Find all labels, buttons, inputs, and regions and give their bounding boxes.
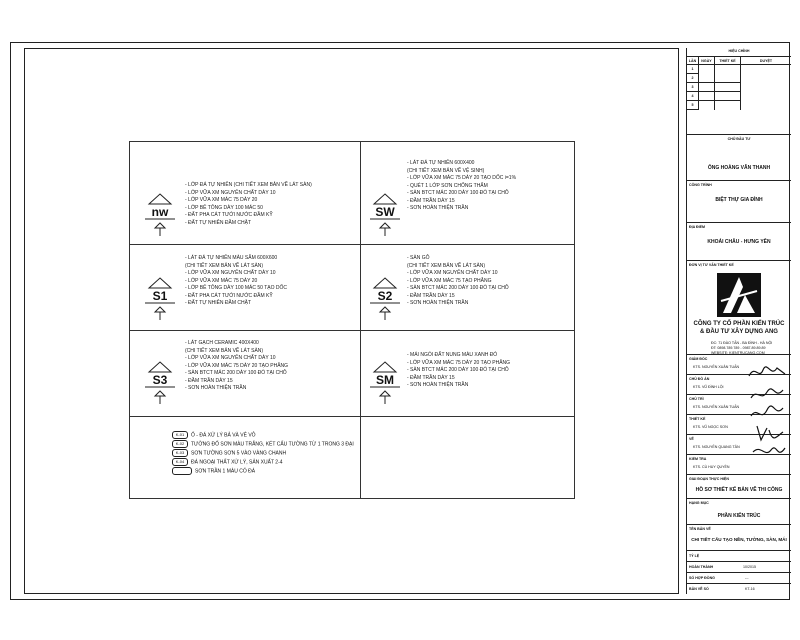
spec-line: - ĐẤT PHA CÁT TƯỚI NƯỚC ĐẦM KỸ — [185, 212, 273, 218]
rev-row-line — [699, 92, 741, 101]
company-name-1: CÔNG TY CỔ PHẦN KIẾN TRÚC — [693, 321, 785, 327]
rev-col-header: DUYỆT — [741, 56, 791, 65]
spec-line: - SƠN HOÀN THIỆN TRẦN — [407, 382, 469, 388]
spec-line: - LỚP VỮA XM NGUYÊN CHẤT DÀY 10 — [185, 270, 276, 276]
title-block — [686, 48, 790, 594]
company-name-2: & ĐẦU TƯ XÂY DỰNG ANG — [700, 329, 778, 335]
company-logo — [717, 273, 761, 317]
spec-line: - LÁT ĐÁ TỰ NHIÊN MÀU SẪM 600X600 — [185, 255, 278, 261]
rev-row-number: 1 — [687, 65, 699, 74]
spec-line: - LỚP VỮA XM NGUYÊN CHẤT DÀY 10 — [407, 270, 498, 276]
spec-line: - SÀN BTCT MÁC 200 DÀY 100 ĐỔ TẠI CHỖ — [407, 190, 509, 196]
spec-text-s3 — [185, 340, 288, 393]
location-name: KHOÁI CHÂU - HƯNG YÊN — [707, 239, 771, 245]
legend-item — [172, 449, 286, 457]
grid-divider-1 — [130, 244, 574, 245]
grid-divider-3 — [130, 416, 574, 417]
meta-value: --- — [745, 576, 749, 580]
legend-item — [172, 467, 255, 475]
legend-key — [172, 467, 192, 475]
spec-line: - LỚP BÊ TÔNG DÀY 100 MÁC 50 — [185, 204, 263, 211]
legend-item — [172, 440, 354, 448]
role-name: KTS. NGUYỄN QUANG TÂN — [693, 445, 740, 449]
section-code: SW — [375, 205, 395, 219]
spec-line: - MÁI NGÓI ĐẤT NUNG MÀU XANH ĐỎ — [407, 352, 498, 358]
company-info: WEBSITE: KIENTRUCANG.COM — [711, 351, 765, 355]
spec-text-sm — [407, 352, 510, 390]
role-label: CHỦ TRÌ — [689, 397, 704, 401]
rev-row-number: 3 — [687, 83, 699, 92]
meta-label: TỶ LỆ — [689, 554, 700, 558]
role-label: KIỂM TRA — [689, 457, 707, 461]
legend-text: SƠN TRẦN 1 MÀU CÓ ĐÁ — [195, 468, 256, 475]
meta-label: SỐ HỢP ĐỒNG — [689, 576, 715, 580]
spec-line: (CHI TIẾT XEM BẢN VẼ LÁT SÀN) — [185, 347, 264, 354]
phase-name: HỒ SƠ THIẾT KẾ BẢN VẼ THI CÔNG — [695, 487, 783, 493]
grid-divider-vertical — [360, 142, 361, 498]
drawing-name: CHI TIẾT CẤU TẠO NỀN, TƯỜNG, SÀN, MÁI — [691, 537, 787, 542]
spec-line: - SƠN HOÀN THIỆN TRẦN — [407, 205, 469, 211]
section-symbol-nw — [143, 192, 177, 236]
owner-section — [687, 134, 791, 178]
section-code: S1 — [152, 289, 168, 303]
legend-text: Ố - ĐÁ XỬ LÝ BẢ VÀ VẺ VÔ — [191, 432, 256, 439]
meta-value: 10/2015 — [743, 565, 756, 569]
meta-row — [687, 572, 791, 583]
grid-divider-2 — [130, 330, 574, 331]
signatures-graphic — [747, 360, 787, 472]
owner-name: ÔNG HOÀNG VĂN THANH — [707, 165, 771, 171]
spec-line: - ĐẤT TỰ NHIÊN ĐẦM CHẶT — [185, 219, 252, 226]
legend-text: SƠN TƯỜNG SƠN 5 VÀO VÀNG CHANH — [191, 450, 287, 457]
meta-label: BẢN VẼ SỐ — [689, 587, 709, 591]
spec-text-sw — [407, 160, 516, 213]
rev-col-header: THIẾT KẾ — [715, 56, 741, 65]
legend-text: ĐÁ NGOẠI THẤT XỬ LÝ, SẢN XUẤT 2-4 — [191, 459, 283, 466]
role-label: THIẾT KẾ — [689, 417, 706, 421]
project-section — [687, 180, 791, 220]
rev-row-number: 2 — [687, 74, 699, 83]
spec-line: (CHI TIẾT XEM BẢN VẼ LÁT SÀN) — [407, 262, 486, 269]
legend-item — [172, 458, 283, 466]
revision-header: HIỆU CHỈNH — [728, 49, 750, 53]
spec-line: - LỚP VỮA XM NGUYÊN CHẤT DÀY 10 — [185, 189, 276, 196]
role-label: CHỦ ĐỒ ÁN — [689, 377, 710, 381]
spec-line: - LÁT ĐÁ TỰ NHIÊN 600X400 — [407, 160, 475, 166]
section-code: S3 — [152, 373, 168, 387]
section-symbol-sw — [368, 192, 402, 236]
legend-text: TƯỜNG ĐỐ SƠN MÀU TRẮNG, KÉT CẤU TƯỜNG TỪ 1 TRONG 3 ĐẠI — [191, 441, 354, 448]
spec-line: - ĐẦM TRẦN DÀY 15 — [185, 377, 233, 384]
spec-line: - LỚP ĐÁ TỰ NHIÊN (CHI TIẾT XEM BẢN VẼ LÁT SÀN) — [185, 182, 312, 188]
section-code: S2 — [377, 289, 393, 303]
spec-line: - LỚP VỮA XM NGUYÊN CHẤT DÀY 10 — [185, 355, 276, 361]
role-label: VẼ — [689, 437, 694, 441]
spec-line: - SÀN BTCT MÁC 200 DÀY 100 ĐỔ TẠI CHỖ — [407, 367, 509, 373]
rev-col-header: NGÀY — [699, 56, 715, 65]
rev-row-line — [699, 74, 741, 83]
meta-value: KT-16 — [745, 587, 755, 591]
role-name: KTS. VŨ NGỌC SƠN — [693, 425, 728, 429]
legend-key: K-02 — [172, 440, 188, 448]
spec-line: (CHI TIẾT XEM BẢN VẼ LÁT SÀN) — [185, 262, 264, 269]
spec-line: - ĐẦM TRẦN DÀY 15 — [407, 374, 455, 381]
section-symbol-s3 — [143, 360, 177, 404]
spec-line: - SƠN HOÀN THIỆN TRẦN — [185, 385, 247, 391]
spec-line: - SƠN HOÀN THIỆN TRẦN — [407, 300, 469, 306]
drawing-label: TÊN BẢN VẼ — [689, 527, 711, 531]
project-label: CÔNG TRÌNH — [689, 183, 712, 187]
spec-line: - LỚP VỮA XM MÁC 75 DÀY 20 TẠO PHẲNG — [407, 359, 511, 366]
legend-key: K-03 — [172, 449, 188, 457]
role-label: GIÁM ĐỐC — [689, 357, 708, 361]
spec-text-nw — [185, 182, 312, 227]
role-name: KTS. NGUYỄN XUÂN TUẤN — [693, 405, 740, 409]
designer-label: ĐƠN VỊ TƯ VẤN THIẾT KẾ — [689, 263, 734, 267]
spec-line: - SÀN GỖ — [407, 255, 430, 261]
category-section — [687, 498, 791, 524]
spec-line: - QUÉT 1 LỚP SƠN CHỐNG THẤM — [407, 182, 488, 189]
spec-line: - ĐẦM TRẦN DÀY 15 — [407, 197, 455, 204]
meta-row — [687, 561, 791, 572]
revision-table — [687, 56, 791, 110]
legend-key: K-01 — [172, 431, 188, 439]
rev-row-number: 4 — [687, 92, 699, 101]
spec-line: - ĐẤT TỰ NHIÊN ĐẦM CHẶT — [185, 300, 252, 306]
spec-text-s1 — [185, 255, 287, 308]
rev-col-header: LẦN — [687, 56, 699, 65]
meta-label: HOÀN THÀNH — [689, 565, 714, 569]
spec-line: - LỚP VỮA XM MÁC 75 DÀY 20 — [185, 277, 258, 284]
drawing-title-section — [687, 524, 791, 550]
section-symbol-s1 — [143, 276, 177, 320]
spec-line: - ĐẦM TRẦN DÀY 15 — [407, 292, 455, 299]
spec-line: - LỚP VỮA XM MÁC 75 TẠO PHẲNG — [407, 277, 492, 284]
role-name: KTS. CÙ HUY QUYỀN — [693, 465, 730, 469]
section-code: SM — [376, 373, 394, 387]
spec-line: - LÁT GẠCH CERAMIC 400X400 — [185, 340, 259, 346]
spec-line: (CHI TIẾT XEM BẢN VẼ VỆ SINH) — [407, 167, 485, 174]
rev-row-line — [699, 83, 741, 92]
role-name: KTS. VŨ ĐÌNH LỘI — [693, 385, 724, 389]
spec-line: - LỚP VỮA XM MÁC 75 DÀY 20 TẠO PHẲNG — [185, 362, 289, 369]
spec-text-s2 — [407, 255, 509, 308]
category-name: PHẦN KIẾN TRÚC — [717, 513, 761, 519]
spec-line: - LỚP VỮA XM MÁC 75 DÀY 20 — [185, 197, 258, 203]
project-name: BIỆT THỰ GIA ĐÌNH — [715, 197, 763, 203]
spec-line: - LỚP VỮA XM MÁC 75 DÀY 20 TẠO DỐC i=1% — [407, 175, 517, 181]
spec-line: - SÀN BTCT MÁC 200 DÀY 100 ĐỔ TẠI CHỖ — [185, 370, 287, 376]
spec-line: - SÀN BTCT MÁC 200 DÀY 100 ĐỔ TẠI CHỖ — [407, 285, 509, 291]
section-code: nw — [151, 205, 169, 219]
meta-row — [687, 550, 791, 561]
meta-row — [687, 583, 791, 594]
rev-row-number: 5 — [687, 101, 699, 110]
company-info: ĐT: 0898.789.789 - 0987.89.89.89 — [711, 346, 766, 350]
phase-label: GIAI ĐOẠN THỰC HIỆN — [689, 477, 729, 481]
owner-label: CHỦ ĐẦU TƯ — [727, 137, 751, 141]
legend-key: K-04 — [172, 458, 188, 466]
location-label: ĐỊA ĐIỂM — [689, 225, 706, 229]
role-name: KTS. NGUYỄN XUÂN TUẤN — [693, 365, 740, 369]
company-info: ĐC: 71 ĐÀO TẤN - BA ĐÌNH - HÀ NỘI — [711, 341, 773, 345]
phase-section — [687, 474, 791, 498]
section-symbol-sm — [368, 360, 402, 404]
location-section — [687, 222, 791, 258]
spec-line: - ĐẤT PHA CÁT TƯỚI NƯỚC ĐẦM KỸ — [185, 292, 273, 299]
section-symbol-s2 — [368, 276, 402, 320]
legend-item — [172, 431, 256, 439]
category-label: HẠNG MỤC — [689, 501, 709, 505]
spec-line: - LỚP BÊ TÔNG DÀY 100 MÁC 50 TẠO DỐC — [185, 285, 288, 291]
